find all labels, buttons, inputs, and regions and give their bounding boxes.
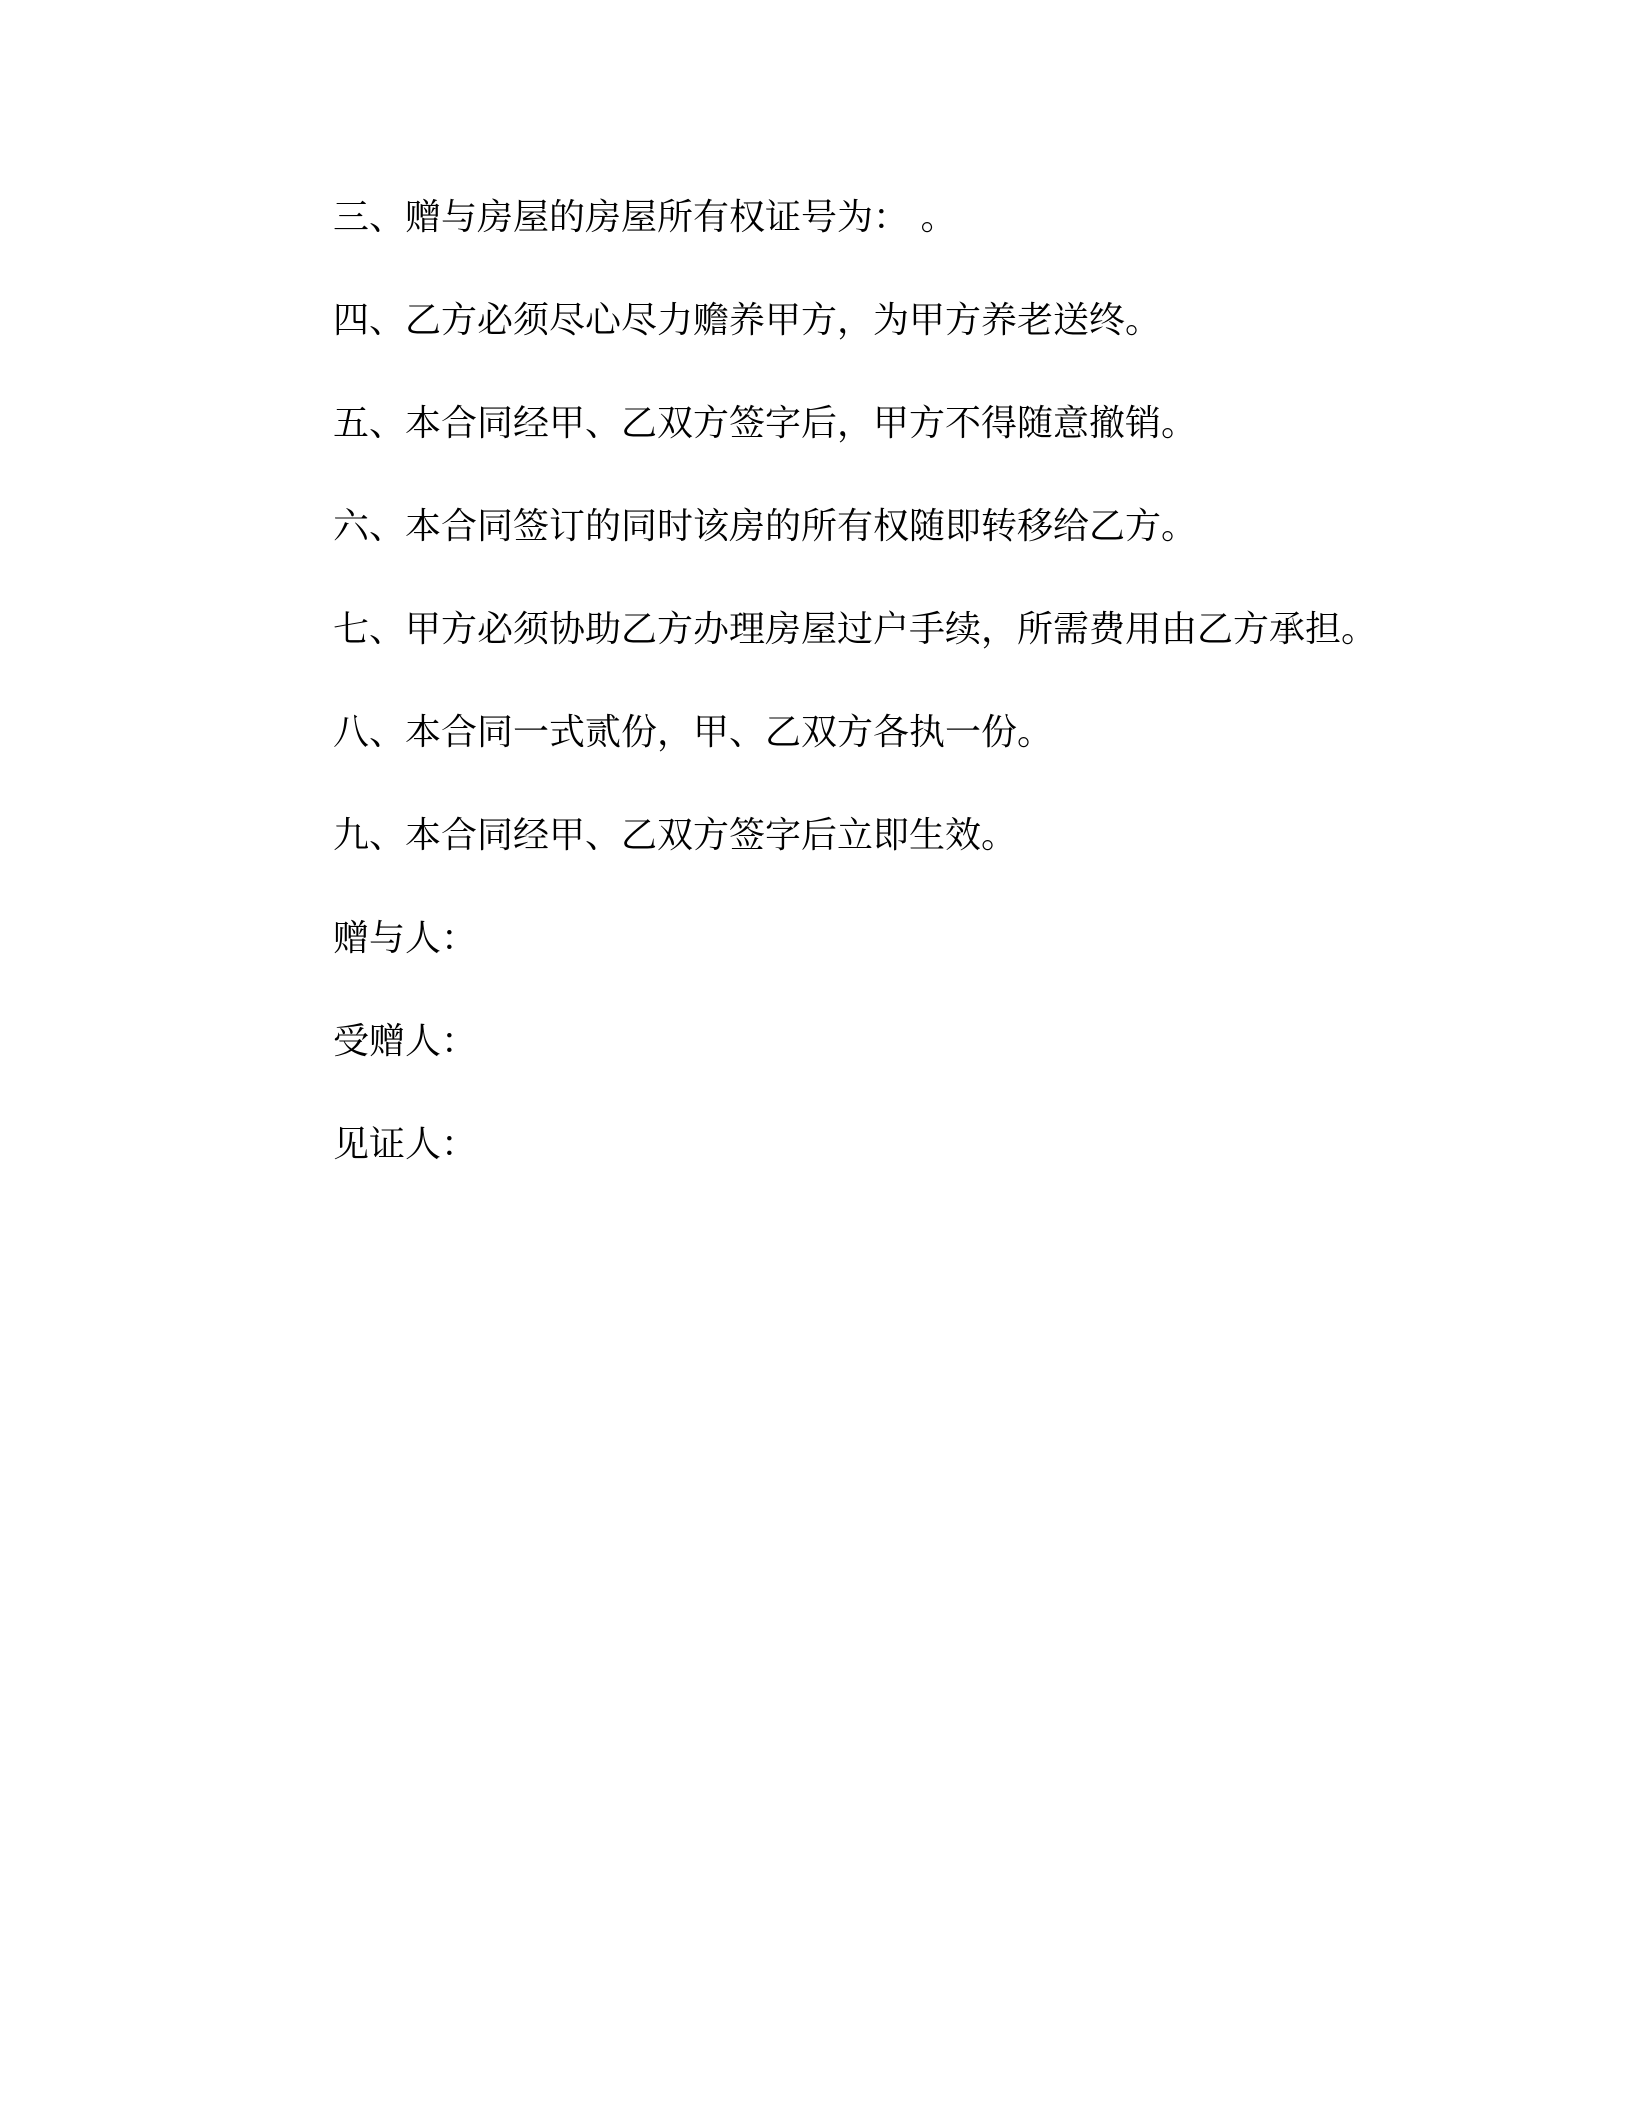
clause-4: 四、乙方必须尽心尽力赡养甲方，为甲方养老送终。 bbox=[333, 300, 1162, 341]
clause-9: 九、本合同经甲、乙双方签字后立即生效。 bbox=[333, 815, 1018, 856]
clause-7: 七、甲方必须协助乙方办理房屋过户手续，所需费用由乙方承担。 bbox=[333, 609, 1378, 650]
donee-signature-label: 受赠人： bbox=[333, 1021, 478, 1062]
witness-signature-label: 见证人： bbox=[333, 1124, 478, 1165]
clause-8: 八、本合同一式贰份，甲、乙双方各执一份。 bbox=[333, 712, 1054, 753]
donor-signature-label: 赠与人： bbox=[333, 918, 478, 959]
clause-3: 三、赠与房屋的房屋所有权证号为： 。 bbox=[333, 197, 957, 238]
clause-6: 六、本合同签订的同时该房的所有权随即转移给乙方。 bbox=[333, 506, 1198, 547]
clause-5: 五、本合同经甲、乙双方签字后，甲方不得随意撤销。 bbox=[333, 403, 1198, 444]
